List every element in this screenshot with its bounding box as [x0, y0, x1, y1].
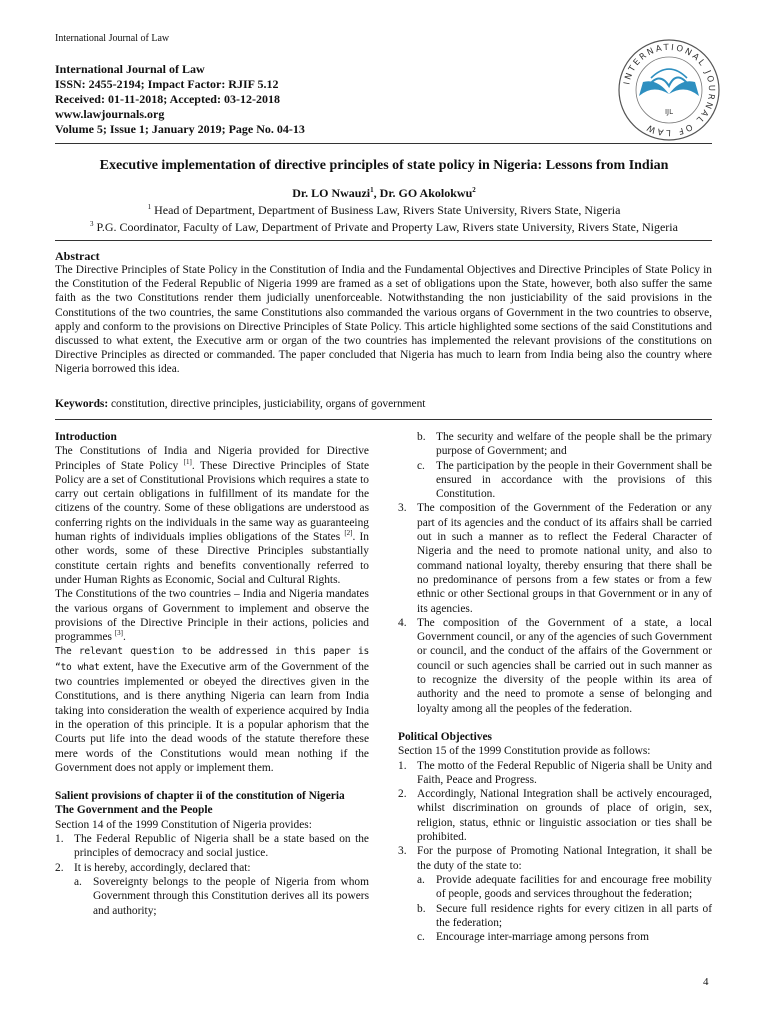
intro-paragraph-3 — [55, 644, 369, 775]
p1-text-c: . In other words, some of these Directive Principles substantially constitute certain rights and benefits conventionally referred to under Human Rights as Economic, Social and Cultural Rights. — [55, 531, 370, 586]
journal-meta — [55, 62, 305, 137]
ref-3: [3] — [114, 629, 123, 638]
keywords-rule — [55, 419, 712, 420]
ref-1: [1] — [183, 457, 192, 466]
p3-text-a: The relevant question to be addressed in this paper is “to what — [55, 646, 369, 673]
list-item: 3. For the purpose of Promoting National Integration, it shall be the duty of the state to: — [398, 845, 712, 872]
affiliation-1-sup: 1 — [147, 203, 152, 211]
author-2: Dr. GO Akolokwu — [379, 186, 473, 200]
logo-ring-text: INTERNATIONAL JOURNAL OF LAW — [622, 42, 717, 138]
issn-line: ISSN: 2455-2194; Impact Factor: RJIF 5.12 — [55, 77, 279, 91]
p1-text-a: The Constitutions of India and Nigeria provided for Directive Principles of State Policy — [55, 445, 369, 472]
p2-text-b: . — [122, 631, 126, 644]
affiliation-1 — [0, 203, 768, 218]
s14-list-cont — [398, 501, 712, 715]
p1-text-b: . These Directive Principles of State Policy are a set of Constitutional Provisions which requires a state to carry out certain obligations in fulfillment of its mandate for the citizens of the country. Some of these obligations are understood as conferring rights on the individuals in the same way as guaranteeing human rights of individuals implies obligations of the States — [55, 459, 370, 544]
list-item: 2. Accordingly, National Integration shall be actively encouraged, whilst discrimination on grounds of place of origin, sex, religion, status, ethnic or linguistic association or ties shall be prohibited. — [398, 788, 712, 844]
list-item: b. The security and welfare of the people shall be the primary purpose of Government; and — [417, 431, 712, 458]
list-item: c. The participation by the people in their Government shall be ensured in accordance with the provisions of this Constitution. — [417, 459, 712, 501]
author-1-sup: 1 — [370, 186, 374, 194]
author-sep: , — [373, 186, 380, 200]
list-item: 3. The composition of the Government of the Federation or any part of its agencies and the conduct of its affairs shall be carried out in such a manner as to reflect the Federal Character of Nigeria and the need to promote national unity, and also to command national loyalty, thereby ensuring that there shall be no predominance of persons from a few states or from a few ethnic or other Sectional groups in that Government or in any of its agencies. — [398, 502, 712, 615]
logo-initials: IJL — [664, 108, 674, 116]
affiliation-2-text: P.G. Coordinator, Faculty of Law, Department of Private and Property Law, Rivers state University, Rivers State, Nigeria — [96, 220, 678, 234]
authors — [0, 186, 768, 201]
left-column — [55, 430, 369, 918]
p3-text-b: extent, have the Executive arm of the Government of the two countries implemented or obeyed the directives given in the Constitutions, and is there anything Nigeria can learn from India taking into consideration the wealth of experience acquired by India in the operation of this principle. It is a popular aphorism that the Courts put life into the dead woods of the statute therefore these mere words of the Constitutions would mean nothing if the Government does not apply or implement them. — [55, 660, 369, 774]
author-2-sup: 2 — [472, 186, 476, 194]
running-head: International Journal of Law — [55, 33, 170, 44]
salient-heading: Salient provisions of chapter ii of the constitution of Nigeria — [55, 790, 345, 803]
s15-intro: Section 15 of the 1999 Constitution provide as follows: — [398, 745, 651, 758]
keywords-text: constitution, directive principles, justiciability, organs of government — [108, 398, 426, 410]
journal-logo — [617, 38, 721, 142]
affiliation-2 — [0, 220, 768, 235]
s15-list — [398, 759, 712, 873]
volume-line: Volume 5; Issue 1; January 2019; Page No. 04-13 — [55, 122, 305, 136]
list-item: c. Encourage inter-marriage among persons from — [417, 931, 649, 944]
s14-sublist-cont — [417, 430, 712, 501]
keywords-label: Keywords: — [55, 398, 109, 410]
journal-name: International Journal of Law — [55, 62, 205, 76]
header-rule — [55, 143, 712, 144]
author-1: Dr. LO Nwauzi — [292, 186, 371, 200]
gov-heading: The Government and the People — [55, 804, 213, 817]
list-item: a. Sovereignty belongs to the people of Nigeria from whom Government through this Constitution derives all its powers and authority; — [74, 875, 369, 917]
abstract-top-rule — [55, 240, 712, 241]
list-item: a. Provide adequate facilities for and encourage free mobility of people, goods and services throughout the federation; — [417, 873, 712, 901]
website-line: www.lawjournals.org — [55, 107, 165, 121]
s14-intro: Section 14 of the 1999 Constitution of Nigeria provides: — [55, 818, 312, 831]
list-item: 4. The composition of the Government of a state, a local Government council, or any of the agencies of such Government or council, and the conduct of the affairs of the Government or council or such agencies shall be carried out in such manner as to recognize the diversity of the people within its area of authority and the need to promote a sense of belonging and loyalty among all the peoples of the federation. — [398, 616, 712, 715]
intro-paragraph-1 — [55, 444, 369, 587]
intro-heading: Introduction — [55, 431, 117, 443]
s15-sublist — [417, 873, 712, 944]
paper-title: Executive implementation of directive principles of state policy in Nigeria: Lessons from Indian — [99, 158, 669, 173]
s14-sublist — [74, 875, 369, 918]
political-heading: Political Objectives — [398, 730, 492, 743]
page-number: 4 — [703, 976, 709, 988]
affiliation-1-text: Head of Department, Department of Business Law, Rivers State University, Rivers State, Nigeria — [154, 203, 621, 217]
abstract-text: The Directive Principles of State Policy in the Constitution of India and the Fundamental Objectives and Directive Principles of State Policy in the Constitution of the Federal Republic of Nigeria 1999 are framed as a set of obligations upon the State, however, both also suffer the same faith as the two Constitutions render them judicially unenforceable. Notwithstanding the non justiciability of the said provisions in the Constitutions of the two countries, the same Constitutions also commanded the various organs of Government in the two countries to observe, apply and conform to the provisions on Directive Principles of State Policy. This article highlighted some sections of the said Constitutions and discussed to what extent, the Executive arm or organ of the two countries has implemented the relevant provisions of the constitutions on Directive Principles as directed or commanded. The paper concluded that Nigeria has much to learn from India being also the country where Nigeria borrowed this idea. — [55, 264, 712, 376]
list-item: 2. It is hereby, accordingly, declared that: — [55, 861, 251, 874]
keywords — [55, 398, 425, 410]
abstract-heading: Abstract — [55, 249, 100, 263]
intro-paragraph-2 — [55, 587, 369, 644]
right-column — [398, 430, 712, 944]
affiliation-2-sup: 3 — [90, 220, 94, 228]
ref-2: [2] — [344, 529, 353, 538]
p2-text-a: The Constitutions of the two countries – India and Nigeria mandates the various organs of Government to implement and observe the provisions of the Directive Principle in their actions, policies and programmes — [55, 588, 369, 644]
book-icon — [639, 69, 699, 96]
list-item: 1. The Federal Republic of Nigeria shall be a state based on the principles of democracy and social justice. — [55, 833, 369, 860]
list-item: b. Secure full residence rights for every citizen in all parts of the federation; — [417, 902, 712, 929]
list-item: 1. The motto of the Federal Republic of Nigeria shall be Unity and Faith, Peace and Progress. — [398, 759, 712, 786]
s14-list — [55, 832, 369, 875]
dates-line: Received: 01-11-2018; Accepted: 03-12-2018 — [55, 92, 280, 106]
